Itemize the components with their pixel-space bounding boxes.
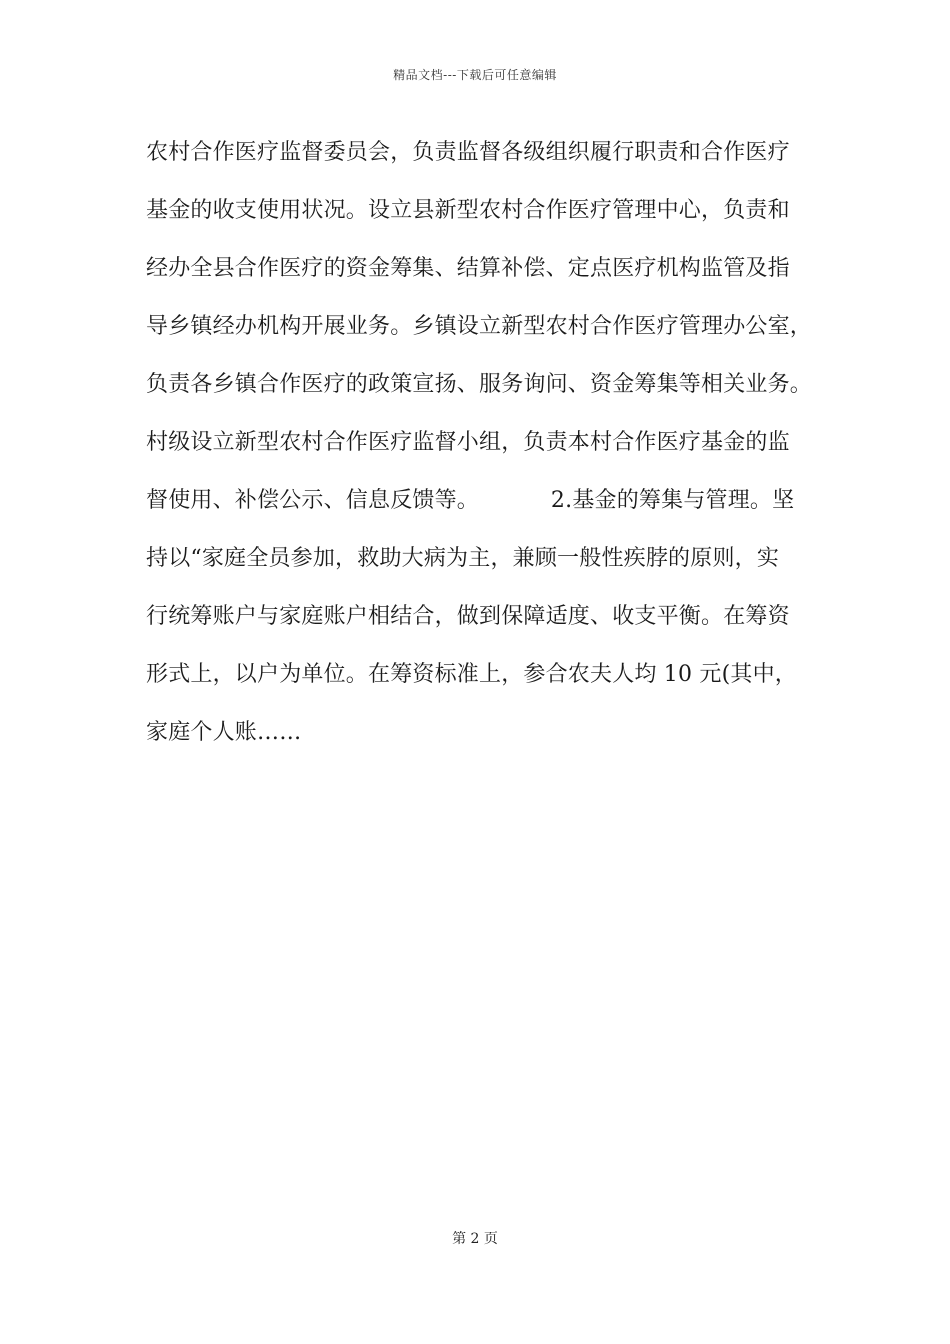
page-number: 第 2 页 [452, 1231, 498, 1247]
text-line: 形式上，以户为单位。在筹资标准上，参合农夫人均 10 元(其中， [146, 662, 797, 687]
body-paragraph [146, 133, 826, 771]
text-line: 村级设立新型农村合作医疗监督小组，负责本村合作医疗基金的监 [146, 430, 790, 455]
text-line: 负责各乡镇合作医疗的政策宣扬、服务询问、资金筹集等相关业务。 [146, 372, 813, 397]
text-line: 基金的收支使用状况。设立县新型农村合作医疗管理中心，负责和 [146, 198, 790, 223]
page-header: 精品文档---下载后可任意编辑 [393, 68, 557, 82]
text-line: 持以“家庭全员参加，救助大病为主，兼顾一般性疾脖的原则，实 [146, 546, 780, 571]
text-line: 行统筹账户与家庭账户相结合，做到保障适度、收支平衡。在筹资 [146, 604, 790, 629]
text-line: 家庭个人账…… [146, 720, 302, 745]
text-line: 督使用、补偿公示、信息反馈等。 2.基金的筹集与管理。坚 [146, 488, 795, 513]
text-line: 农村合作医疗监督委员会，负责监督各级组织履行职责和合作医疗 [146, 140, 790, 165]
text-line: 经办全县合作医疗的资金筹集、结算补偿、定点医疗机构监管及指 [146, 256, 790, 281]
text-line: 导乡镇经办机构开展业务。乡镇设立新型农村合作医疗管理办公室， [146, 314, 813, 339]
